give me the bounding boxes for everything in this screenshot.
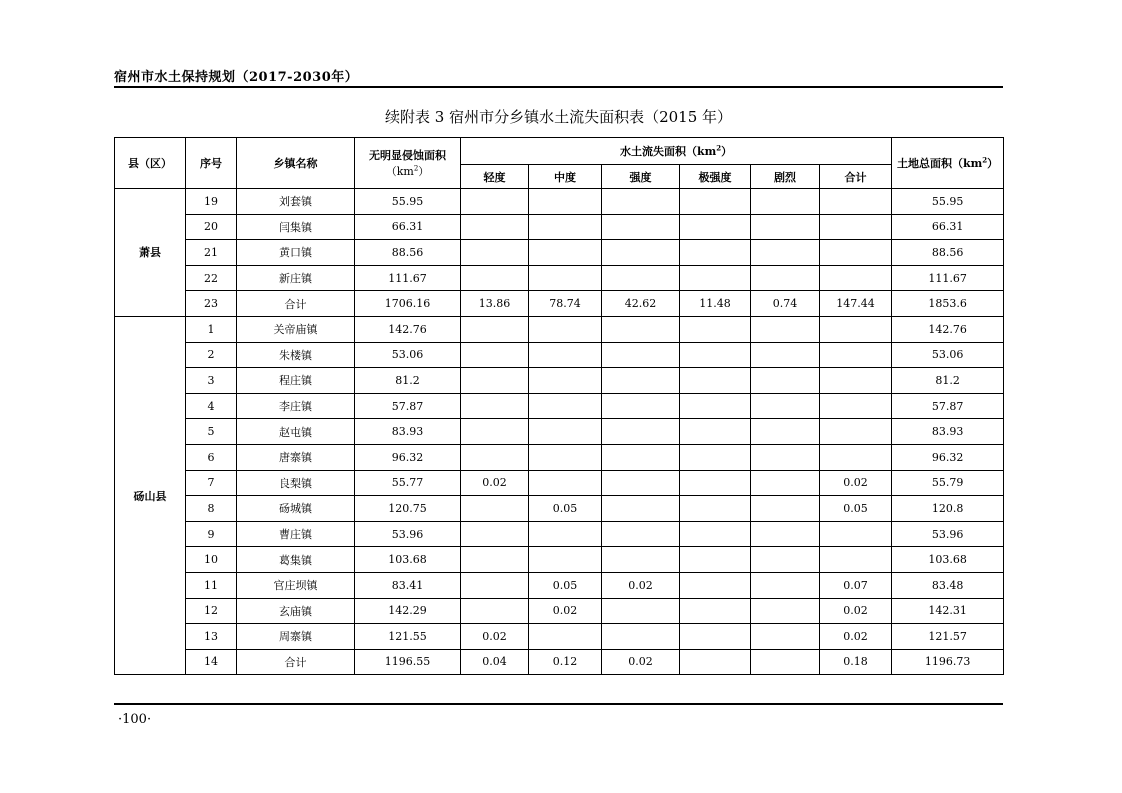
table-row (115, 598, 1004, 624)
header-moderate: 中度 (529, 165, 602, 189)
table-header (115, 138, 1004, 189)
cell-total: 121.57 (892, 624, 1004, 650)
cell-moderate (529, 444, 602, 470)
cell-no-erosion: 83.93 (355, 419, 461, 445)
cell-moderate (529, 521, 602, 547)
cell-no-erosion: 55.77 (355, 470, 461, 496)
cell-no-erosion: 120.75 (355, 496, 461, 522)
cell-no-erosion: 142.76 (355, 316, 461, 342)
cell-total: 57.87 (892, 393, 1004, 419)
cell-total: 53.06 (892, 342, 1004, 368)
cell-light (461, 240, 529, 266)
cell-moderate (529, 393, 602, 419)
cell-strong (602, 496, 680, 522)
cell-total: 81.2 (892, 368, 1004, 394)
cell-no-erosion: 55.95 (355, 189, 461, 215)
header-no-erosion-label: 无明显侵蚀面积 (369, 149, 446, 162)
table-row (115, 368, 1004, 394)
table-row (115, 342, 1004, 368)
cell-moderate (529, 547, 602, 573)
cell-strong (602, 342, 680, 368)
header-rule (114, 86, 1003, 88)
cell-idx: 11 (186, 572, 237, 598)
table-row (115, 444, 1004, 470)
cell-town: 良梨镇 (237, 470, 355, 496)
cell-subtotal (820, 240, 892, 266)
cell-strong: 0.02 (602, 649, 680, 675)
cell-strong (602, 598, 680, 624)
cell-town: 葛集镇 (237, 547, 355, 573)
cell-very-strong (680, 368, 751, 394)
cell-no-erosion: 81.2 (355, 368, 461, 394)
cell-no-erosion: 142.29 (355, 598, 461, 624)
cell-no-erosion: 1706.16 (355, 291, 461, 317)
cell-strong (602, 240, 680, 266)
cell-light (461, 444, 529, 470)
cell-light: 0.02 (461, 624, 529, 650)
cell-idx: 21 (186, 240, 237, 266)
cell-idx: 9 (186, 521, 237, 547)
cell-moderate (529, 624, 602, 650)
cell-moderate (529, 470, 602, 496)
cell-total: 142.76 (892, 316, 1004, 342)
cell-total: 111.67 (892, 265, 1004, 291)
cell-town: 玄庙镇 (237, 598, 355, 624)
running-header-title: 宿州市水土保持规划（2017-2030年） (114, 70, 359, 85)
cell-strong (602, 419, 680, 445)
table-row (115, 470, 1004, 496)
cell-town: 程庄镇 (237, 368, 355, 394)
cell-total: 120.8 (892, 496, 1004, 522)
cell-town: 朱楼镇 (237, 342, 355, 368)
cell-idx: 20 (186, 214, 237, 240)
cell-subtotal (820, 444, 892, 470)
cell-no-erosion: 66.31 (355, 214, 461, 240)
cell-strong (602, 393, 680, 419)
cell-light (461, 419, 529, 445)
cell-severe (751, 444, 820, 470)
cell-town: 赵屯镇 (237, 419, 355, 445)
cell-strong: 42.62 (602, 291, 680, 317)
cell-severe (751, 214, 820, 240)
cell-moderate (529, 368, 602, 394)
cell-severe (751, 624, 820, 650)
cell-severe (751, 598, 820, 624)
cell-severe (751, 368, 820, 394)
table-row (115, 189, 1004, 215)
header-very-strong: 极强度 (680, 165, 751, 189)
cell-strong (602, 521, 680, 547)
cell-strong (602, 547, 680, 573)
cell-light (461, 393, 529, 419)
cell-severe: 0.74 (751, 291, 820, 317)
cell-very-strong (680, 316, 751, 342)
cell-total: 1196.73 (892, 649, 1004, 675)
cell-idx: 4 (186, 393, 237, 419)
cell-subtotal (820, 393, 892, 419)
cell-idx: 1 (186, 316, 237, 342)
cell-total: 55.79 (892, 470, 1004, 496)
table-body (115, 189, 1004, 675)
cell-town: 黄口镇 (237, 240, 355, 266)
cell-idx: 19 (186, 189, 237, 215)
cell-very-strong: 11.48 (680, 291, 751, 317)
cell-very-strong (680, 470, 751, 496)
cell-no-erosion: 121.55 (355, 624, 461, 650)
cell-subtotal (820, 214, 892, 240)
cell-light (461, 316, 529, 342)
cell-light (461, 214, 529, 240)
cell-severe (751, 265, 820, 291)
cell-severe (751, 470, 820, 496)
cell-moderate (529, 316, 602, 342)
cell-light (461, 572, 529, 598)
cell-moderate (529, 419, 602, 445)
header-index: 序号 (186, 138, 237, 189)
cell-total: 103.68 (892, 547, 1004, 573)
cell-strong (602, 214, 680, 240)
cell-subtotal (820, 368, 892, 394)
cell-town: 曹庄镇 (237, 521, 355, 547)
cell-strong (602, 368, 680, 394)
cell-light (461, 496, 529, 522)
cell-very-strong (680, 624, 751, 650)
cell-town: 周寨镇 (237, 624, 355, 650)
table-row (115, 240, 1004, 266)
table-row (115, 419, 1004, 445)
cell-very-strong (680, 444, 751, 470)
table-row (115, 547, 1004, 573)
table-row (115, 265, 1004, 291)
erosion-area-table (114, 137, 1004, 675)
cell-moderate: 0.05 (529, 572, 602, 598)
cell-severe (751, 496, 820, 522)
cell-light: 0.04 (461, 649, 529, 675)
cell-idx: 10 (186, 547, 237, 573)
cell-subtotal (820, 547, 892, 573)
cell-town: 闫集镇 (237, 214, 355, 240)
cell-town: 合计 (237, 649, 355, 675)
cell-subtotal (820, 189, 892, 215)
cell-town: 合计 (237, 291, 355, 317)
cell-subtotal: 147.44 (820, 291, 892, 317)
cell-light (461, 598, 529, 624)
cell-very-strong (680, 342, 751, 368)
cell-moderate (529, 189, 602, 215)
footer-rule (114, 703, 1003, 705)
table-row (115, 496, 1004, 522)
cell-moderate (529, 265, 602, 291)
cell-subtotal: 0.02 (820, 624, 892, 650)
table-row (115, 649, 1004, 675)
cell-subtotal: 0.18 (820, 649, 892, 675)
cell-severe (751, 547, 820, 573)
cell-very-strong (680, 393, 751, 419)
cell-no-erosion: 57.87 (355, 393, 461, 419)
header-severe: 剧烈 (751, 165, 820, 189)
cell-moderate (529, 214, 602, 240)
header-strong: 强度 (602, 165, 680, 189)
page-number: ·100· (118, 712, 152, 727)
cell-town: 官庄坝镇 (237, 572, 355, 598)
cell-very-strong (680, 214, 751, 240)
cell-idx: 13 (186, 624, 237, 650)
cell-subtotal (820, 316, 892, 342)
cell-total: 88.56 (892, 240, 1004, 266)
table-caption: 续附表 3 宿州市分乡镇水土流失面积表（2015 年） (384, 108, 733, 126)
header-town: 乡镇名称 (237, 138, 355, 189)
header-total-area: 土地总面积$(km^2)$ (892, 138, 1004, 189)
cell-no-erosion: 96.32 (355, 444, 461, 470)
cell-strong: 0.02 (602, 572, 680, 598)
cell-town: 唐寨镇 (237, 444, 355, 470)
cell-strong (602, 189, 680, 215)
cell-no-erosion: 83.41 (355, 572, 461, 598)
cell-idx: 7 (186, 470, 237, 496)
header-loss-group: 水土流失面积$(km^2)$ (461, 138, 892, 165)
cell-very-strong (680, 265, 751, 291)
cell-idx: 14 (186, 649, 237, 675)
cell-severe (751, 572, 820, 598)
cell-very-strong (680, 419, 751, 445)
county-cell: 砀山县 (115, 316, 186, 674)
cell-moderate: 0.02 (529, 598, 602, 624)
cell-light (461, 342, 529, 368)
cell-strong (602, 316, 680, 342)
cell-very-strong (680, 598, 751, 624)
cell-light (461, 368, 529, 394)
cell-total: 142.31 (892, 598, 1004, 624)
cell-moderate: 0.05 (529, 496, 602, 522)
cell-idx: 3 (186, 368, 237, 394)
cell-no-erosion: 53.96 (355, 521, 461, 547)
cell-very-strong (680, 521, 751, 547)
header-no-erosion-unit: $(km^2)$ (385, 164, 430, 178)
cell-moderate: 0.12 (529, 649, 602, 675)
cell-severe (751, 393, 820, 419)
cell-idx: 22 (186, 265, 237, 291)
cell-total: 96.32 (892, 444, 1004, 470)
cell-very-strong (680, 240, 751, 266)
table-row (115, 214, 1004, 240)
header-subtotal: 合计 (820, 165, 892, 189)
cell-very-strong (680, 189, 751, 215)
cell-no-erosion: 111.67 (355, 265, 461, 291)
cell-town: 李庄镇 (237, 393, 355, 419)
cell-strong (602, 624, 680, 650)
cell-severe (751, 419, 820, 445)
cell-town: 关帝庙镇 (237, 316, 355, 342)
cell-total: 83.48 (892, 572, 1004, 598)
cell-light (461, 265, 529, 291)
cell-idx: 5 (186, 419, 237, 445)
cell-light: 13.86 (461, 291, 529, 317)
cell-subtotal: 0.05 (820, 496, 892, 522)
cell-total: 1853.6 (892, 291, 1004, 317)
cell-idx: 8 (186, 496, 237, 522)
cell-idx: 12 (186, 598, 237, 624)
table-row (115, 521, 1004, 547)
cell-light (461, 189, 529, 215)
cell-subtotal (820, 521, 892, 547)
cell-light (461, 547, 529, 573)
table-row (115, 572, 1004, 598)
header-light: 轻度 (461, 165, 529, 189)
cell-idx: 2 (186, 342, 237, 368)
cell-total: 66.31 (892, 214, 1004, 240)
cell-strong (602, 470, 680, 496)
cell-no-erosion: 1196.55 (355, 649, 461, 675)
cell-strong (602, 444, 680, 470)
cell-total: 53.96 (892, 521, 1004, 547)
cell-town: 刘套镇 (237, 189, 355, 215)
table-row (115, 624, 1004, 650)
cell-no-erosion: 53.06 (355, 342, 461, 368)
cell-total: 55.95 (892, 189, 1004, 215)
cell-light: 0.02 (461, 470, 529, 496)
cell-no-erosion: 103.68 (355, 547, 461, 573)
table-row (115, 291, 1004, 317)
cell-moderate (529, 240, 602, 266)
cell-town: 新庄镇 (237, 265, 355, 291)
cell-moderate (529, 342, 602, 368)
header-county: 县（区） (115, 138, 186, 189)
erosion-table-container (114, 137, 1003, 675)
cell-very-strong (680, 496, 751, 522)
table-row (115, 316, 1004, 342)
cell-very-strong (680, 649, 751, 675)
cell-total: 83.93 (892, 419, 1004, 445)
cell-subtotal (820, 342, 892, 368)
cell-severe (751, 240, 820, 266)
cell-severe (751, 189, 820, 215)
cell-severe (751, 342, 820, 368)
cell-severe (751, 649, 820, 675)
cell-severe (751, 521, 820, 547)
cell-idx: 23 (186, 291, 237, 317)
cell-subtotal (820, 419, 892, 445)
table-row (115, 393, 1004, 419)
cell-no-erosion: 88.56 (355, 240, 461, 266)
cell-subtotal: 0.02 (820, 598, 892, 624)
cell-subtotal: 0.07 (820, 572, 892, 598)
cell-subtotal: 0.02 (820, 470, 892, 496)
cell-severe (751, 316, 820, 342)
cell-very-strong (680, 572, 751, 598)
cell-moderate: 78.74 (529, 291, 602, 317)
cell-town: 砀城镇 (237, 496, 355, 522)
cell-light (461, 521, 529, 547)
cell-idx: 6 (186, 444, 237, 470)
cell-very-strong (680, 547, 751, 573)
county-cell: 萧县 (115, 189, 186, 317)
cell-strong (602, 265, 680, 291)
header-no-erosion (355, 138, 461, 189)
cell-subtotal (820, 265, 892, 291)
